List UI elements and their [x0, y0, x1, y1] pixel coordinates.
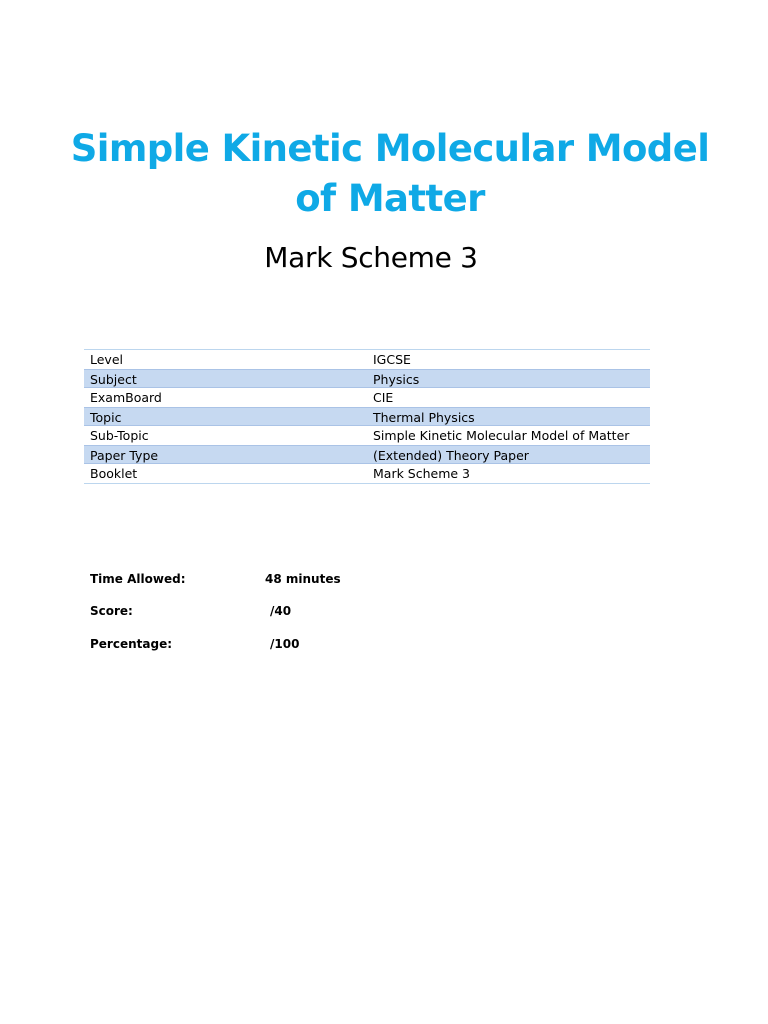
- info-row-booklet: [84, 464, 650, 483]
- info-label: ExamBoard: [90, 390, 162, 405]
- info-label: Sub-Topic: [90, 428, 149, 443]
- info-label: Paper Type: [90, 448, 159, 463]
- info-row-level: [84, 350, 650, 369]
- stat-label: Score:: [90, 604, 133, 618]
- info-row-sub-topic: [84, 426, 650, 445]
- info-value: (Extended) Theory Paper: [373, 448, 529, 463]
- document-subtitle: Mark Scheme 3: [264, 241, 478, 274]
- info-value: CIE: [373, 390, 394, 405]
- info-value: IGCSE: [373, 352, 411, 367]
- document-title: [0, 124, 768, 224]
- info-label: Booklet: [90, 466, 138, 481]
- info-table: [84, 349, 650, 484]
- info-label: Level: [90, 352, 123, 367]
- info-value: Physics: [373, 372, 420, 387]
- stat-label: Time Allowed:: [90, 572, 186, 586]
- info-value: Thermal Physics: [373, 410, 475, 425]
- info-row-topic: [84, 407, 650, 426]
- info-label: Topic: [90, 410, 122, 425]
- stat-label: Percentage:: [90, 637, 173, 651]
- stat-value: 48 minutes: [265, 572, 341, 586]
- info-value: Mark Scheme 3: [373, 466, 471, 481]
- info-label: Subject: [90, 372, 137, 387]
- info-row-paper-type: [84, 445, 650, 464]
- stat-value: /100: [270, 637, 300, 651]
- title-line-1: Simple Kinetic Molecular Model: [70, 127, 710, 170]
- info-row-subject: [84, 369, 650, 388]
- stat-value: /40: [270, 604, 292, 618]
- info-value: Simple Kinetic Molecular Model of Matter: [373, 428, 630, 443]
- info-row-examboard: [84, 388, 650, 407]
- title-line-2: of Matter: [295, 177, 485, 220]
